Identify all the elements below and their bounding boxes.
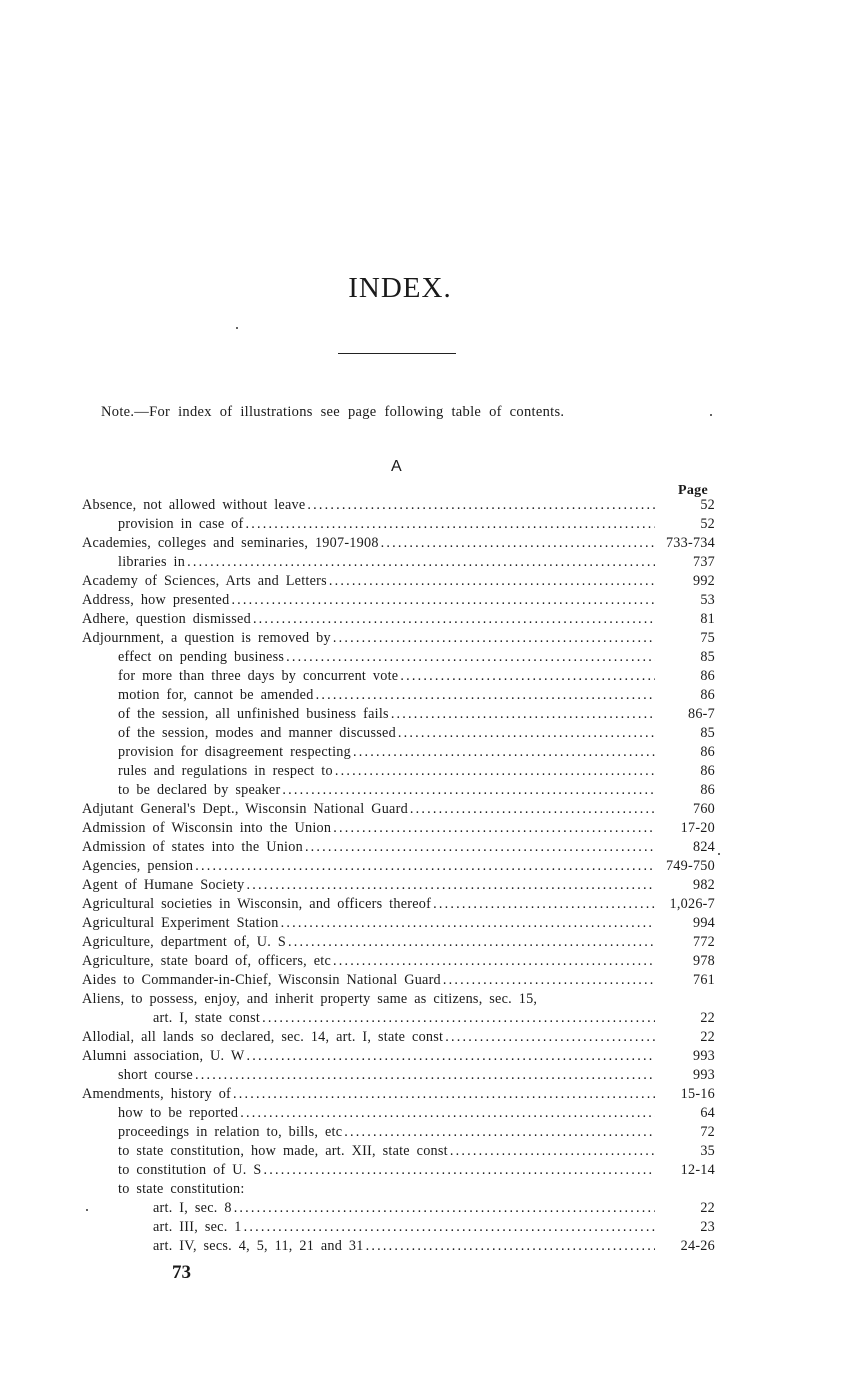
dot-leader (195, 857, 655, 876)
index-entry (82, 952, 715, 971)
index-entry (82, 933, 715, 952)
entry-label: Adhere, question dismissed (82, 611, 251, 627)
dot-leader (366, 1237, 655, 1256)
index-entry (82, 1085, 715, 1104)
page-column-label: Page (678, 483, 708, 498)
index-entry-list (82, 496, 715, 1256)
entry-label: rules and regulations in respect to (118, 763, 333, 779)
dot-leader (305, 838, 655, 857)
index-entry (82, 1066, 715, 1085)
entry-page: 978 (692, 953, 715, 969)
entry-page: 52 (700, 497, 715, 513)
dot-leader (433, 895, 655, 914)
dot-leader (443, 971, 655, 990)
index-entry (82, 1123, 715, 1142)
entry-label: Academies, colleges and seminaries, 1907-1908 (82, 535, 379, 551)
entry-page: 22 (700, 1200, 715, 1216)
index-entry (82, 705, 715, 724)
entry-label: of the session, modes and manner discussed (118, 725, 396, 741)
dot-leader (335, 762, 655, 781)
entry-page: 72 (700, 1124, 715, 1140)
index-entry (82, 781, 715, 800)
entry-label: Aides to Commander-in-Chief, Wisconsin National Guard (82, 972, 441, 988)
scan-speck (710, 414, 712, 416)
dot-leader (234, 1199, 655, 1218)
entry-label: Agent of Humane Society (82, 877, 245, 893)
dot-leader (288, 933, 655, 952)
index-entry (82, 1237, 715, 1256)
index-entry (82, 515, 715, 534)
entry-page: 86 (700, 687, 715, 703)
entry-page: 772 (692, 934, 715, 950)
entry-page: 993 (692, 1048, 715, 1064)
entry-label: Agricultural societies in Wisconsin, and officers thereof (82, 896, 432, 912)
entry-page: 86 (700, 763, 715, 779)
dot-leader (450, 1142, 655, 1161)
entry-page: 994 (692, 915, 715, 931)
entry-label: art. I, state const (153, 1010, 261, 1026)
dot-leader (262, 1009, 655, 1028)
entry-label: Address, how presented (82, 592, 230, 608)
entry-page: 35 (700, 1143, 715, 1159)
entry-label: Agricultural Experiment Station (82, 915, 279, 931)
dot-leader (307, 496, 655, 515)
index-entry (82, 1104, 715, 1123)
dot-leader (244, 1218, 655, 1237)
page-number: 73 (172, 1262, 191, 1283)
entry-page: 75 (700, 630, 715, 646)
section-letter: A (391, 458, 402, 475)
index-entry (82, 1180, 715, 1199)
entry-page: 86 (700, 782, 715, 798)
entry-page: 992 (692, 573, 715, 589)
title-rule (338, 353, 456, 354)
entry-page: 12-14 (680, 1162, 715, 1178)
index-entry (82, 724, 715, 743)
entry-label: libraries in (118, 554, 186, 570)
entry-label: of the session, all unfinished business fails (118, 706, 389, 722)
index-entry (82, 667, 715, 686)
entry-label: to be declared by speaker (118, 782, 281, 798)
entry-page: 737 (692, 554, 715, 570)
entry-page: 1,026-7 (669, 896, 715, 912)
scan-speck (236, 327, 238, 329)
entry-label: to state constitution, how made, art. XII, state const (118, 1143, 448, 1159)
index-entry (82, 857, 715, 876)
entry-label: Agriculture, state board of, officers, etc (82, 953, 331, 969)
dot-leader (263, 1161, 655, 1180)
index-entry (82, 819, 715, 838)
entry-page: 733-734 (665, 535, 715, 551)
entry-label: proceedings in relation to, bills, etc (118, 1124, 343, 1140)
entry-label: Admission of Wisconsin into the Union (82, 820, 332, 836)
page-title: INDEX. (348, 272, 452, 304)
entry-label: for more than three days by concurrent vote (118, 668, 399, 684)
index-note: Note.—For index of illustrations see page following table of contents. (101, 404, 565, 420)
index-entry (82, 534, 715, 553)
index-entry (82, 914, 715, 933)
index-entry (82, 572, 715, 591)
entry-label: Academy of Sciences, Arts and Letters (82, 573, 327, 589)
entry-label: effect on pending business (118, 649, 285, 665)
entry-label: Amendments, history of (82, 1086, 232, 1102)
entry-label: art. III, sec. 1 (153, 1219, 242, 1235)
entry-label: Alumni association, U. W (82, 1048, 245, 1064)
dot-leader (240, 1104, 655, 1123)
entry-page: 749-750 (665, 858, 715, 874)
entry-page: 23 (700, 1219, 715, 1235)
entry-label: how to be reported (118, 1105, 239, 1121)
entry-label: short course (118, 1067, 193, 1083)
dot-leader (329, 572, 655, 591)
dot-leader (281, 914, 655, 933)
dot-leader (398, 724, 655, 743)
index-entry (82, 1199, 715, 1218)
entry-page: 760 (692, 801, 715, 817)
entry-page: 64 (700, 1105, 715, 1121)
dot-leader (410, 800, 655, 819)
entry-label: art. I, sec. 8 (153, 1200, 232, 1216)
entry-page: 81 (700, 611, 715, 627)
dot-leader (253, 610, 655, 629)
entry-page: 52 (700, 516, 715, 532)
entry-label: Adjutant General's Dept., Wisconsin National Guard (82, 801, 408, 817)
entry-page: 22 (700, 1010, 715, 1026)
entry-label: Absence, not allowed without leave (82, 497, 306, 513)
entry-page: 86 (700, 668, 715, 684)
entry-label: Allodial, all lands so declared, sec. 14, art. I, state const (82, 1029, 444, 1045)
dot-leader (247, 1047, 655, 1066)
index-entry (82, 1218, 715, 1237)
dot-leader (333, 952, 655, 971)
dot-leader (286, 648, 655, 667)
entry-page: 53 (700, 592, 715, 608)
index-entry (82, 971, 715, 990)
dot-leader (282, 781, 655, 800)
index-entry (82, 990, 715, 1009)
dot-leader (445, 1028, 655, 1047)
entry-page: 86 (700, 744, 715, 760)
entry-page: 824 (692, 839, 715, 855)
entry-label: Adjournment, a question is removed by (82, 630, 331, 646)
entry-page: 15-16 (680, 1086, 715, 1102)
entry-label: Agencies, pension (82, 858, 194, 874)
entry-label: art. IV, secs. 4, 5, 11, 21 and 31 (153, 1238, 364, 1254)
entry-page: 85 (700, 725, 715, 741)
entry-label: to constitution of U. S (118, 1162, 262, 1178)
index-entry (82, 629, 715, 648)
entry-page: 993 (692, 1067, 715, 1083)
dot-leader (231, 591, 655, 610)
entry-page: 22 (700, 1029, 715, 1045)
dot-leader (400, 667, 655, 686)
index-entry (82, 1028, 715, 1047)
entry-label: Agriculture, department of, U. S (82, 934, 286, 950)
dot-leader (246, 515, 655, 534)
entry-label: to state constitution: (118, 1181, 245, 1197)
scan-speck (718, 853, 720, 855)
index-entry (82, 762, 715, 781)
dot-leader (316, 686, 655, 705)
entry-page: 24-26 (680, 1238, 715, 1254)
dot-leader (344, 1123, 655, 1142)
index-entry (82, 895, 715, 914)
dot-leader (391, 705, 655, 724)
entry-label: motion for, cannot be amended (118, 687, 314, 703)
entry-page: 86-7 (687, 706, 715, 722)
index-entry (82, 553, 715, 572)
dot-leader (353, 743, 655, 762)
dot-leader (381, 534, 655, 553)
entry-page: 17-20 (680, 820, 715, 836)
index-entry (82, 1009, 715, 1028)
dot-leader (195, 1066, 655, 1085)
index-entry (82, 838, 715, 857)
dot-leader (233, 1085, 655, 1104)
entry-label: provision for disagreement respecting (118, 744, 351, 760)
entry-page: 982 (692, 877, 715, 893)
index-entry (82, 743, 715, 762)
entry-page: 85 (700, 649, 715, 665)
index-entry (82, 1161, 715, 1180)
index-entry (82, 686, 715, 705)
index-entry (82, 591, 715, 610)
entry-label: Admission of states into the Union (82, 839, 303, 855)
entry-label: provision in case of (118, 516, 244, 532)
index-entry (82, 876, 715, 895)
dot-leader (247, 876, 656, 895)
index-entry (82, 800, 715, 819)
index-entry (82, 1047, 715, 1066)
dot-leader (333, 629, 655, 648)
dot-leader (187, 553, 655, 572)
scan-speck (86, 1209, 88, 1211)
index-entry (82, 496, 715, 515)
index-entry (82, 610, 715, 629)
index-entry (82, 1142, 715, 1161)
entry-label: Aliens, to possess, enjoy, and inherit property same as citizens, sec. 15, (82, 991, 538, 1007)
dot-leader (333, 819, 655, 838)
entry-page: 761 (692, 972, 715, 988)
index-entry (82, 648, 715, 667)
